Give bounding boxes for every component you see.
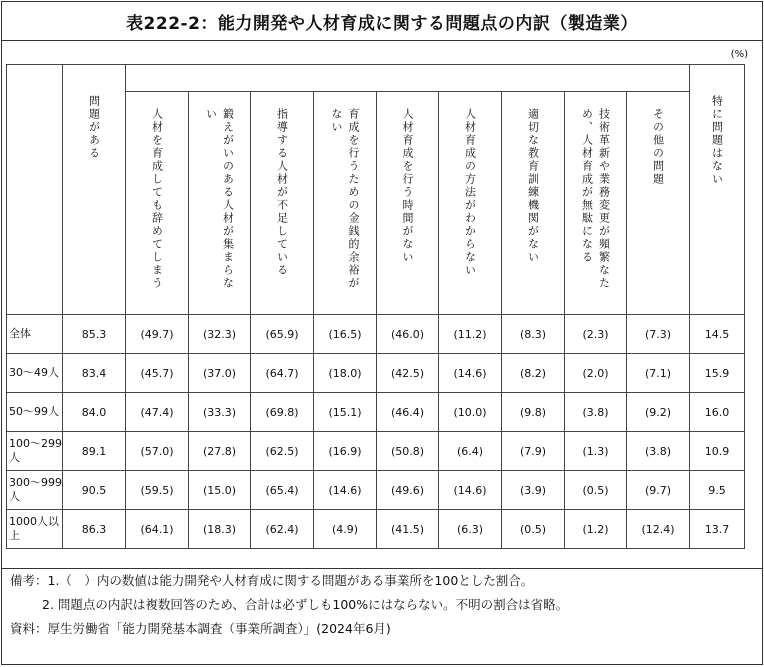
col-header-breakdown — [439, 92, 502, 315]
value-cell: (4.9) — [314, 510, 377, 549]
row-label: 1000人以上 — [7, 510, 63, 549]
col-header-breakdown — [126, 92, 189, 315]
value-cell: (33.3) — [189, 393, 251, 432]
col-header-breakdown — [502, 92, 565, 315]
value-cell: (2.0) — [565, 354, 627, 393]
value-cell: (46.0) — [377, 315, 439, 354]
col-header-text: その他の問題 — [651, 108, 665, 186]
table-row — [7, 315, 745, 354]
row-label: 全体 — [7, 315, 63, 354]
row-label: 300〜999人 — [7, 471, 63, 510]
data-table — [6, 64, 745, 549]
value-cell: (7.3) — [627, 315, 690, 354]
table-row — [7, 354, 745, 393]
value-cell: (10.0) — [439, 393, 502, 432]
value-cell: (7.9) — [502, 432, 565, 471]
breakdown-group-header — [126, 65, 690, 92]
col-header-text: 問題がある — [87, 94, 101, 160]
col-header-problem — [63, 65, 126, 315]
value-cell: (16.5) — [314, 315, 377, 354]
value-cell: (9.7) — [627, 471, 690, 510]
value-cell: (8.3) — [502, 315, 565, 354]
value-cell: 85.3 — [63, 315, 126, 354]
table-title — [2, 2, 762, 41]
value-cell: (65.4) — [251, 471, 314, 510]
value-cell: (69.8) — [251, 393, 314, 432]
value-cell: (46.4) — [377, 393, 439, 432]
value-cell: 90.5 — [63, 471, 126, 510]
value-cell: (32.3) — [189, 315, 251, 354]
value-cell: (62.4) — [251, 510, 314, 549]
header-spacer-row — [7, 65, 745, 92]
value-cell: 16.0 — [690, 393, 745, 432]
value-cell: (6.4) — [439, 432, 502, 471]
document-page — [1, 1, 763, 665]
col-header-breakdown — [251, 92, 314, 315]
value-cell: 84.0 — [63, 393, 126, 432]
col-header-text: 人材を育成しても辞めてしまう — [150, 108, 164, 290]
value-cell: (62.5) — [251, 432, 314, 471]
value-cell: (49.7) — [126, 315, 189, 354]
value-cell: (45.7) — [126, 354, 189, 393]
table-title-text: 表222-2：能力開発や人材育成に関する問題点の内訳（製造業） — [126, 13, 638, 34]
row-label: 30〜49人 — [7, 354, 63, 393]
value-cell: (14.6) — [314, 471, 377, 510]
value-cell: (3.9) — [502, 471, 565, 510]
value-cell: (0.5) — [502, 510, 565, 549]
value-cell: 15.9 — [690, 354, 745, 393]
value-cell: (49.6) — [377, 471, 439, 510]
value-cell: 89.1 — [63, 432, 126, 471]
corner-cell — [7, 65, 63, 315]
table-row — [7, 432, 745, 471]
value-cell: (64.7) — [251, 354, 314, 393]
notes-section — [2, 568, 762, 641]
value-cell: (11.2) — [439, 315, 502, 354]
col-header-breakdown — [627, 92, 690, 315]
value-cell: (8.2) — [502, 354, 565, 393]
value-cell: (47.4) — [126, 393, 189, 432]
source-note: 資料：厚生労働省「能力開発基本調査（事業所調査）」(2024年6月) — [10, 621, 391, 636]
value-cell: (64.1) — [126, 510, 189, 549]
col-header-text: 鍛えがいのある人材が集まらない — [204, 108, 235, 290]
value-cell: (18.0) — [314, 354, 377, 393]
value-cell: (37.0) — [189, 354, 251, 393]
value-cell: (1.2) — [565, 510, 627, 549]
value-cell: 86.3 — [63, 510, 126, 549]
table-row — [7, 510, 745, 549]
col-header-breakdown — [189, 92, 251, 315]
col-header-text: 人材育成を行う時間がない — [401, 108, 414, 264]
value-cell: (15.1) — [314, 393, 377, 432]
value-cell: 13.7 — [690, 510, 745, 549]
col-header-text: 適切な教育訓練機関がない — [526, 108, 540, 264]
value-cell: (59.5) — [126, 471, 189, 510]
row-label: 50〜99人 — [7, 393, 63, 432]
value-cell: (2.3) — [565, 315, 627, 354]
value-cell: (0.5) — [565, 471, 627, 510]
value-cell: 10.9 — [690, 432, 745, 471]
value-cell: (42.5) — [377, 354, 439, 393]
value-cell: (15.0) — [189, 471, 251, 510]
value-cell: (16.9) — [314, 432, 377, 471]
col-header-text: 技術革新や業務変更が頻繁なため、人材育成が無駄になる — [580, 108, 611, 290]
value-cell: (50.8) — [377, 432, 439, 471]
col-header-breakdown — [377, 92, 439, 315]
value-cell: 14.5 — [690, 315, 745, 354]
unit-label: (%) — [730, 49, 748, 60]
col-header-text: 人材育成の方法がわからない — [463, 108, 477, 277]
value-cell: (3.8) — [627, 432, 690, 471]
value-cell: (27.8) — [189, 432, 251, 471]
col-header-text: 育成を行うための金銭的余裕がない — [330, 108, 360, 290]
value-cell: (14.6) — [439, 354, 502, 393]
col-header-breakdown — [314, 92, 377, 315]
value-cell: (3.8) — [565, 393, 627, 432]
col-header-text: 特に問題はない — [710, 94, 724, 186]
value-cell: (7.1) — [627, 354, 690, 393]
row-label: 100〜299人 — [7, 432, 63, 471]
col-header-text: 指導する人材が不足している — [275, 108, 289, 277]
value-cell: (9.8) — [502, 393, 565, 432]
note-2: 2. 問題点の内訳は複数回答のため、合計は必ずしも100%にはならない。不明の割合は省略。 — [42, 597, 569, 612]
value-cell: 83.4 — [63, 354, 126, 393]
value-cell: (14.6) — [439, 471, 502, 510]
value-cell: (65.9) — [251, 315, 314, 354]
value-cell: (9.2) — [627, 393, 690, 432]
value-cell: (6.3) — [439, 510, 502, 549]
table-row — [7, 471, 745, 510]
value-cell: (57.0) — [126, 432, 189, 471]
value-cell: (12.4) — [627, 510, 690, 549]
value-cell: (18.3) — [189, 510, 251, 549]
value-cell: 9.5 — [690, 471, 745, 510]
col-header-breakdown — [565, 92, 627, 315]
value-cell: (1.3) — [565, 432, 627, 471]
value-cell: (41.5) — [377, 510, 439, 549]
col-header-no-problem — [690, 65, 745, 315]
note-1: 備考：1.（ ）内の数値は能力開発や人材育成に関する問題がある事業所を100とした割合。 — [10, 573, 534, 588]
table-row — [7, 393, 745, 432]
